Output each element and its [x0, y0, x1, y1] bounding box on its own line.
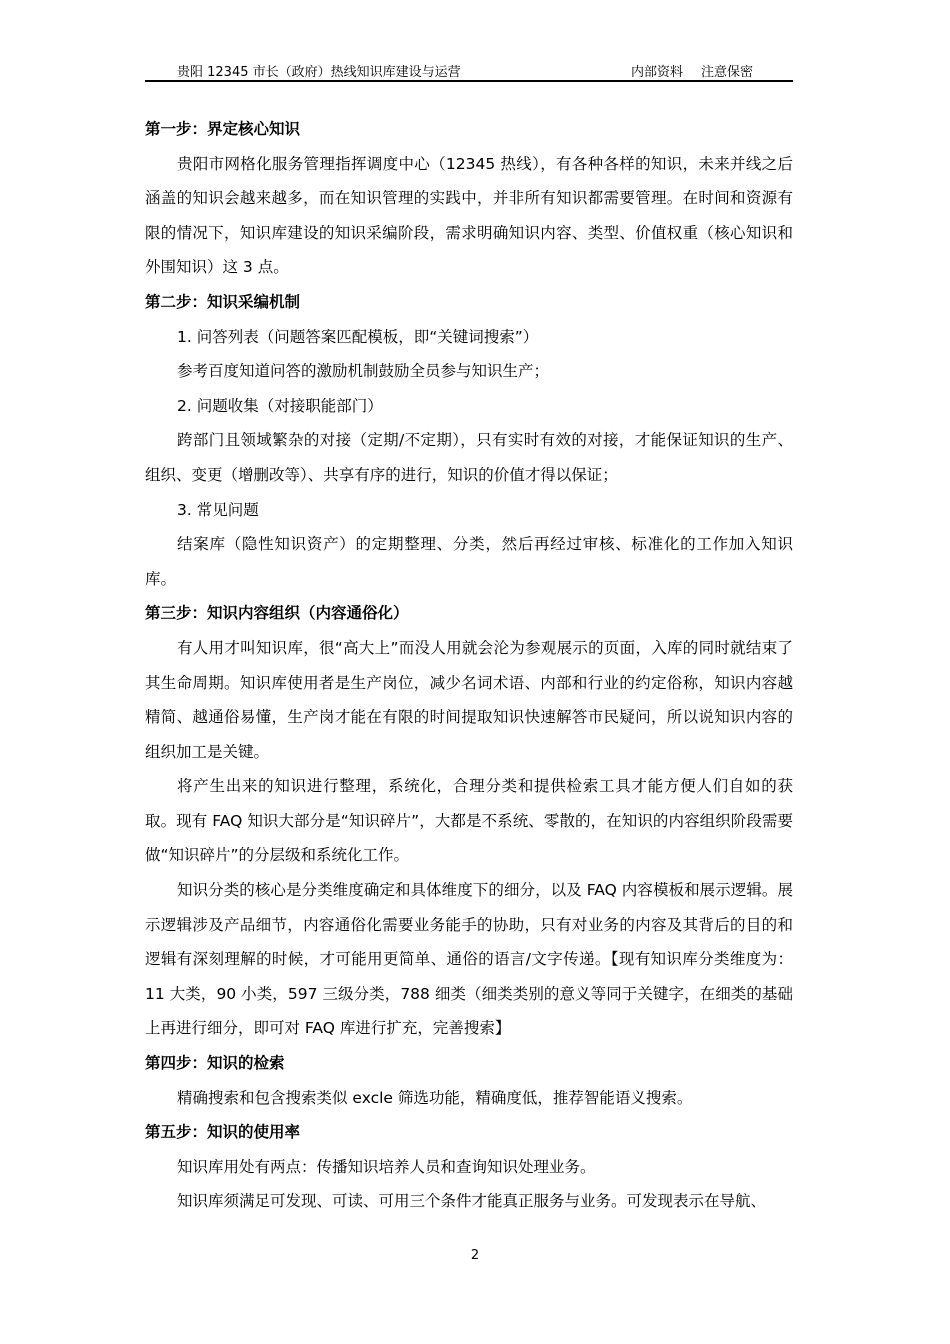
document-body	[145, 112, 793, 1219]
paragraph: 跨部门且领域繁杂的对接（定期/不定期），只有实时有效的对接，才能保证知识的生产、组织、变更（增删改等）、共享有序的进行，知识的价值才得以保证；	[145, 431, 793, 484]
paragraph: 参考百度知道问答的激励机制鼓励全员参与知识生产；	[177, 362, 550, 381]
confidentiality-label	[631, 61, 753, 80]
paragraph: 知识分类的核心是分类维度确定和具体维度下的细分，以及 FAQ 内容模板和展示逻辑。展示逻辑涉及产品细节，内容通俗化需要业务能手的协助，只有对业务的内容及其背后的目的和逻辑有深刻理解的时候，才可能用更简单、通俗的语言/文字传递。【现有知识库分类维度为：11 大类，90 小类，597 三级分类，788 细类（细类类别的意义等同于关键字，在细类的基础上再进行细分，即可对 FAQ 库进行扩充，完善搜索】	[145, 881, 793, 1038]
document-title: 贵阳 12345 市长（政府）热线知识库建设与运营	[177, 65, 461, 80]
paragraph: 精确搜索和包含搜索类似 excle 筛选功能，精确度低，推荐智能语义搜索。	[177, 1088, 693, 1107]
paragraph: 结案库（隐性知识资产）的定期整理、分类，然后再经过审核、标准化的工作加入知识库。	[145, 535, 793, 588]
internal-label: 内部资料	[631, 65, 684, 80]
list-item-title: 3. 常见问题	[177, 500, 259, 519]
paragraph: 有人用才叫知识库，很“高大上”而没人用就会沦为参观展示的页面，入库的同时就结束了其生命周期。知识库使用者是生产岗位，减少名词术语、内部和行业的约定俗称，知识内容越精简、越通俗易懂，生产岗才能在有限的时间提取知识快速解答市民疑问，所以说知识内容的组织加工是关键。	[145, 638, 793, 761]
paragraph: 知识库用处有两点：传播知识培养人员和查询知识处理业务。	[177, 1157, 596, 1176]
confidential-label: 注意保密	[701, 65, 754, 80]
paragraph: 知识库须满足可发现、可读、可用三个条件才能真正服务与业务。可发现表示在导航、	[177, 1192, 767, 1211]
list-item-title: 2. 问题收集（对接职能部门）	[177, 396, 383, 415]
section-heading: 第二步：知识采编机制	[145, 292, 301, 311]
section-heading: 第四步：知识的检索	[145, 1054, 285, 1073]
section-heading: 第一步：界定核心知识	[145, 120, 301, 138]
page-header	[145, 58, 793, 82]
section-heading: 第三步：知识内容组织（内容通俗化）	[145, 604, 409, 623]
list-item-title: 1. 问答列表（问题答案匹配模板，即“关键词搜索”）	[177, 327, 539, 346]
paragraph: 贵阳市网格化服务管理指挥调度中心（12345 热线），有各种各样的知识，未来并线之后涵盖的知识会越来越多，而在知识管理的实践中，并非所有知识都需要管理。在时间和资源有限的情况下，知识库建设的知识采编阶段，需求明确知识内容、类型、价值权重（核心知识和外围知识）这 3 点。	[145, 154, 793, 277]
paragraph: 将产生出来的知识进行整理，系统化，合理分类和提供检索工具才能方便人们自如的获取。现有 FAQ 知识大部分是“知识碎片”，大都是不系统、零散的，在知识的内容组织阶段需要做“知识碎片”的分层级和系统化工作。	[145, 777, 793, 865]
section-heading: 第五步：知识的使用率	[145, 1123, 301, 1142]
page-number: 2	[470, 1248, 480, 1263]
